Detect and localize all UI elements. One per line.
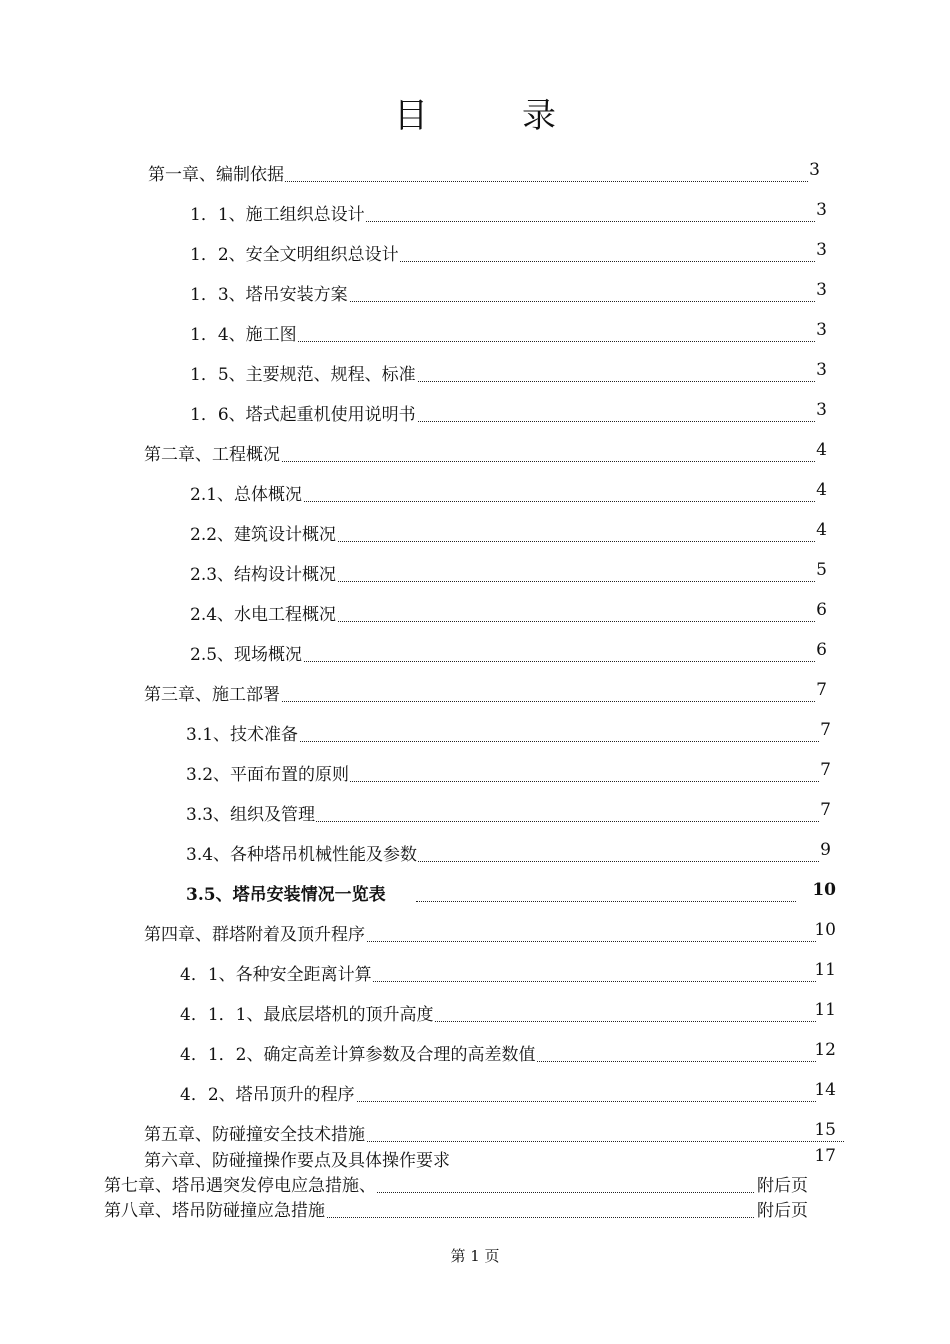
toc-label: 1．6、塔式起重机使用说明书 — [190, 400, 417, 425]
toc-entry[interactable] — [186, 800, 831, 824]
toc-label: 4．1．1、最底层塔机的顶升高度 — [180, 1000, 434, 1025]
toc-label: 第四章、群塔附着及顶升程序 — [144, 920, 366, 945]
toc-label: 1．3、塔吊安装方案 — [190, 280, 349, 305]
toc-entry[interactable] — [186, 840, 831, 864]
toc-page-number: 附后页 — [755, 1171, 808, 1196]
toc-label: 4．1．2、确定高差计算参数及合理的高差数值 — [180, 1040, 536, 1065]
toc-entry[interactable] — [190, 480, 827, 504]
toc-label: 1．2、安全文明组织总设计 — [190, 240, 400, 265]
toc-entry[interactable] — [180, 960, 836, 984]
page-title: 目 录 — [394, 96, 586, 136]
toc-entry[interactable] — [186, 720, 831, 744]
toc-label: 第二章、工程概况 — [144, 440, 281, 465]
toc-entry[interactable] — [190, 240, 827, 264]
toc-label: 1．4、施工图 — [190, 320, 298, 345]
toc-entry[interactable] — [190, 600, 827, 624]
toc-page-number: 3 — [816, 240, 827, 260]
toc-page-number: 10 — [814, 920, 836, 940]
toc-entry[interactable] — [144, 1146, 844, 1170]
toc-page-number: 7 — [820, 760, 831, 780]
toc-entry[interactable] — [186, 880, 836, 904]
toc-page-number: 10 — [812, 880, 836, 900]
toc-label: 第五章、防碰撞安全技术措施 — [144, 1120, 366, 1145]
toc-page-number: 6 — [816, 640, 827, 660]
toc-label: 3.3、组织及管理 — [186, 800, 316, 825]
toc-label: 2.3、结构设计概况 — [190, 560, 337, 585]
toc-entry[interactable] — [186, 760, 831, 784]
page-footer: 第 1 页 — [450, 1247, 500, 1265]
toc-label: 1．5、主要规范、规程、标准 — [190, 360, 417, 385]
toc-page-number: 4 — [816, 440, 827, 460]
toc-entry[interactable] — [180, 1080, 836, 1104]
toc-entry[interactable] — [190, 520, 827, 544]
toc-page-number: 12 — [814, 1040, 836, 1060]
toc-label: 4．2、塔吊顶升的程序 — [180, 1080, 356, 1105]
toc-entry[interactable] — [190, 320, 827, 344]
toc-label: 2.2、建筑设计概况 — [190, 520, 337, 545]
toc-entry[interactable] — [180, 1000, 836, 1024]
toc-page-number: 17 — [814, 1146, 836, 1166]
toc-label: 3.4、各种塔吊机械性能及参数 — [186, 840, 418, 865]
toc-page-number: 7 — [820, 720, 831, 740]
toc-label: 3.5、塔吊安装情况一览表 — [186, 880, 387, 905]
toc-page-number: 7 — [816, 680, 827, 700]
toc-page-number: 3 — [816, 320, 827, 340]
toc-label: 4．1、各种安全距离计算 — [180, 960, 373, 985]
toc-page-number: 3 — [816, 200, 827, 220]
toc-label: 第七章、塔吊遇突发停电应急措施、 — [104, 1171, 377, 1196]
toc-entry[interactable] — [180, 1040, 836, 1064]
toc-entry[interactable] — [190, 400, 827, 424]
toc-page-number: 附后页 — [755, 1196, 808, 1221]
toc-entry[interactable] — [190, 640, 827, 664]
toc-page-number: 11 — [814, 1000, 836, 1020]
toc-page-number: 3 — [816, 280, 827, 300]
toc-label: 第三章、施工部署 — [144, 680, 281, 705]
toc-page-number: 3 — [816, 360, 827, 380]
toc-page-number: 6 — [816, 600, 827, 620]
toc-entry[interactable] — [104, 1196, 808, 1220]
toc-entry[interactable] — [144, 440, 827, 464]
toc-entry[interactable] — [144, 680, 827, 704]
toc-page-number: 4 — [816, 480, 827, 500]
toc-page-number: 4 — [816, 520, 827, 540]
toc-entry[interactable] — [144, 920, 836, 944]
toc-page-number: 3 — [816, 400, 827, 420]
toc-label: 3.2、平面布置的原则 — [186, 760, 350, 785]
toc-page-number: 11 — [814, 960, 836, 980]
toc-page-number: 15 — [814, 1120, 836, 1140]
toc-label: 第一章、编制依据 — [148, 160, 285, 185]
toc-label: 1．1、施工组织总设计 — [190, 200, 366, 225]
toc-leader — [416, 901, 796, 902]
toc-label: 2.4、水电工程概况 — [190, 600, 337, 625]
toc-entry[interactable] — [190, 200, 827, 224]
toc-label: 2.5、现场概况 — [190, 640, 303, 665]
toc-entry[interactable] — [190, 560, 827, 584]
toc-entry[interactable] — [104, 1171, 808, 1195]
toc-entry[interactable] — [144, 1120, 844, 1144]
toc-label: 第六章、防碰撞操作要点及具体操作要求 — [144, 1146, 451, 1171]
toc-entry[interactable] — [190, 280, 827, 304]
toc-entry[interactable] — [190, 360, 827, 384]
toc-label: 第八章、塔吊防碰撞应急措施 — [104, 1196, 326, 1221]
toc-page-number: 5 — [816, 560, 827, 580]
toc-page-number: 3 — [809, 160, 820, 180]
toc-page-number: 7 — [820, 800, 831, 820]
toc-label: 2.1、总体概况 — [190, 480, 303, 505]
toc-page-number: 14 — [814, 1080, 836, 1100]
toc-label: 3.1、技术准备 — [186, 720, 299, 745]
toc-entry[interactable] — [148, 160, 820, 184]
toc-page-number: 9 — [820, 840, 831, 860]
